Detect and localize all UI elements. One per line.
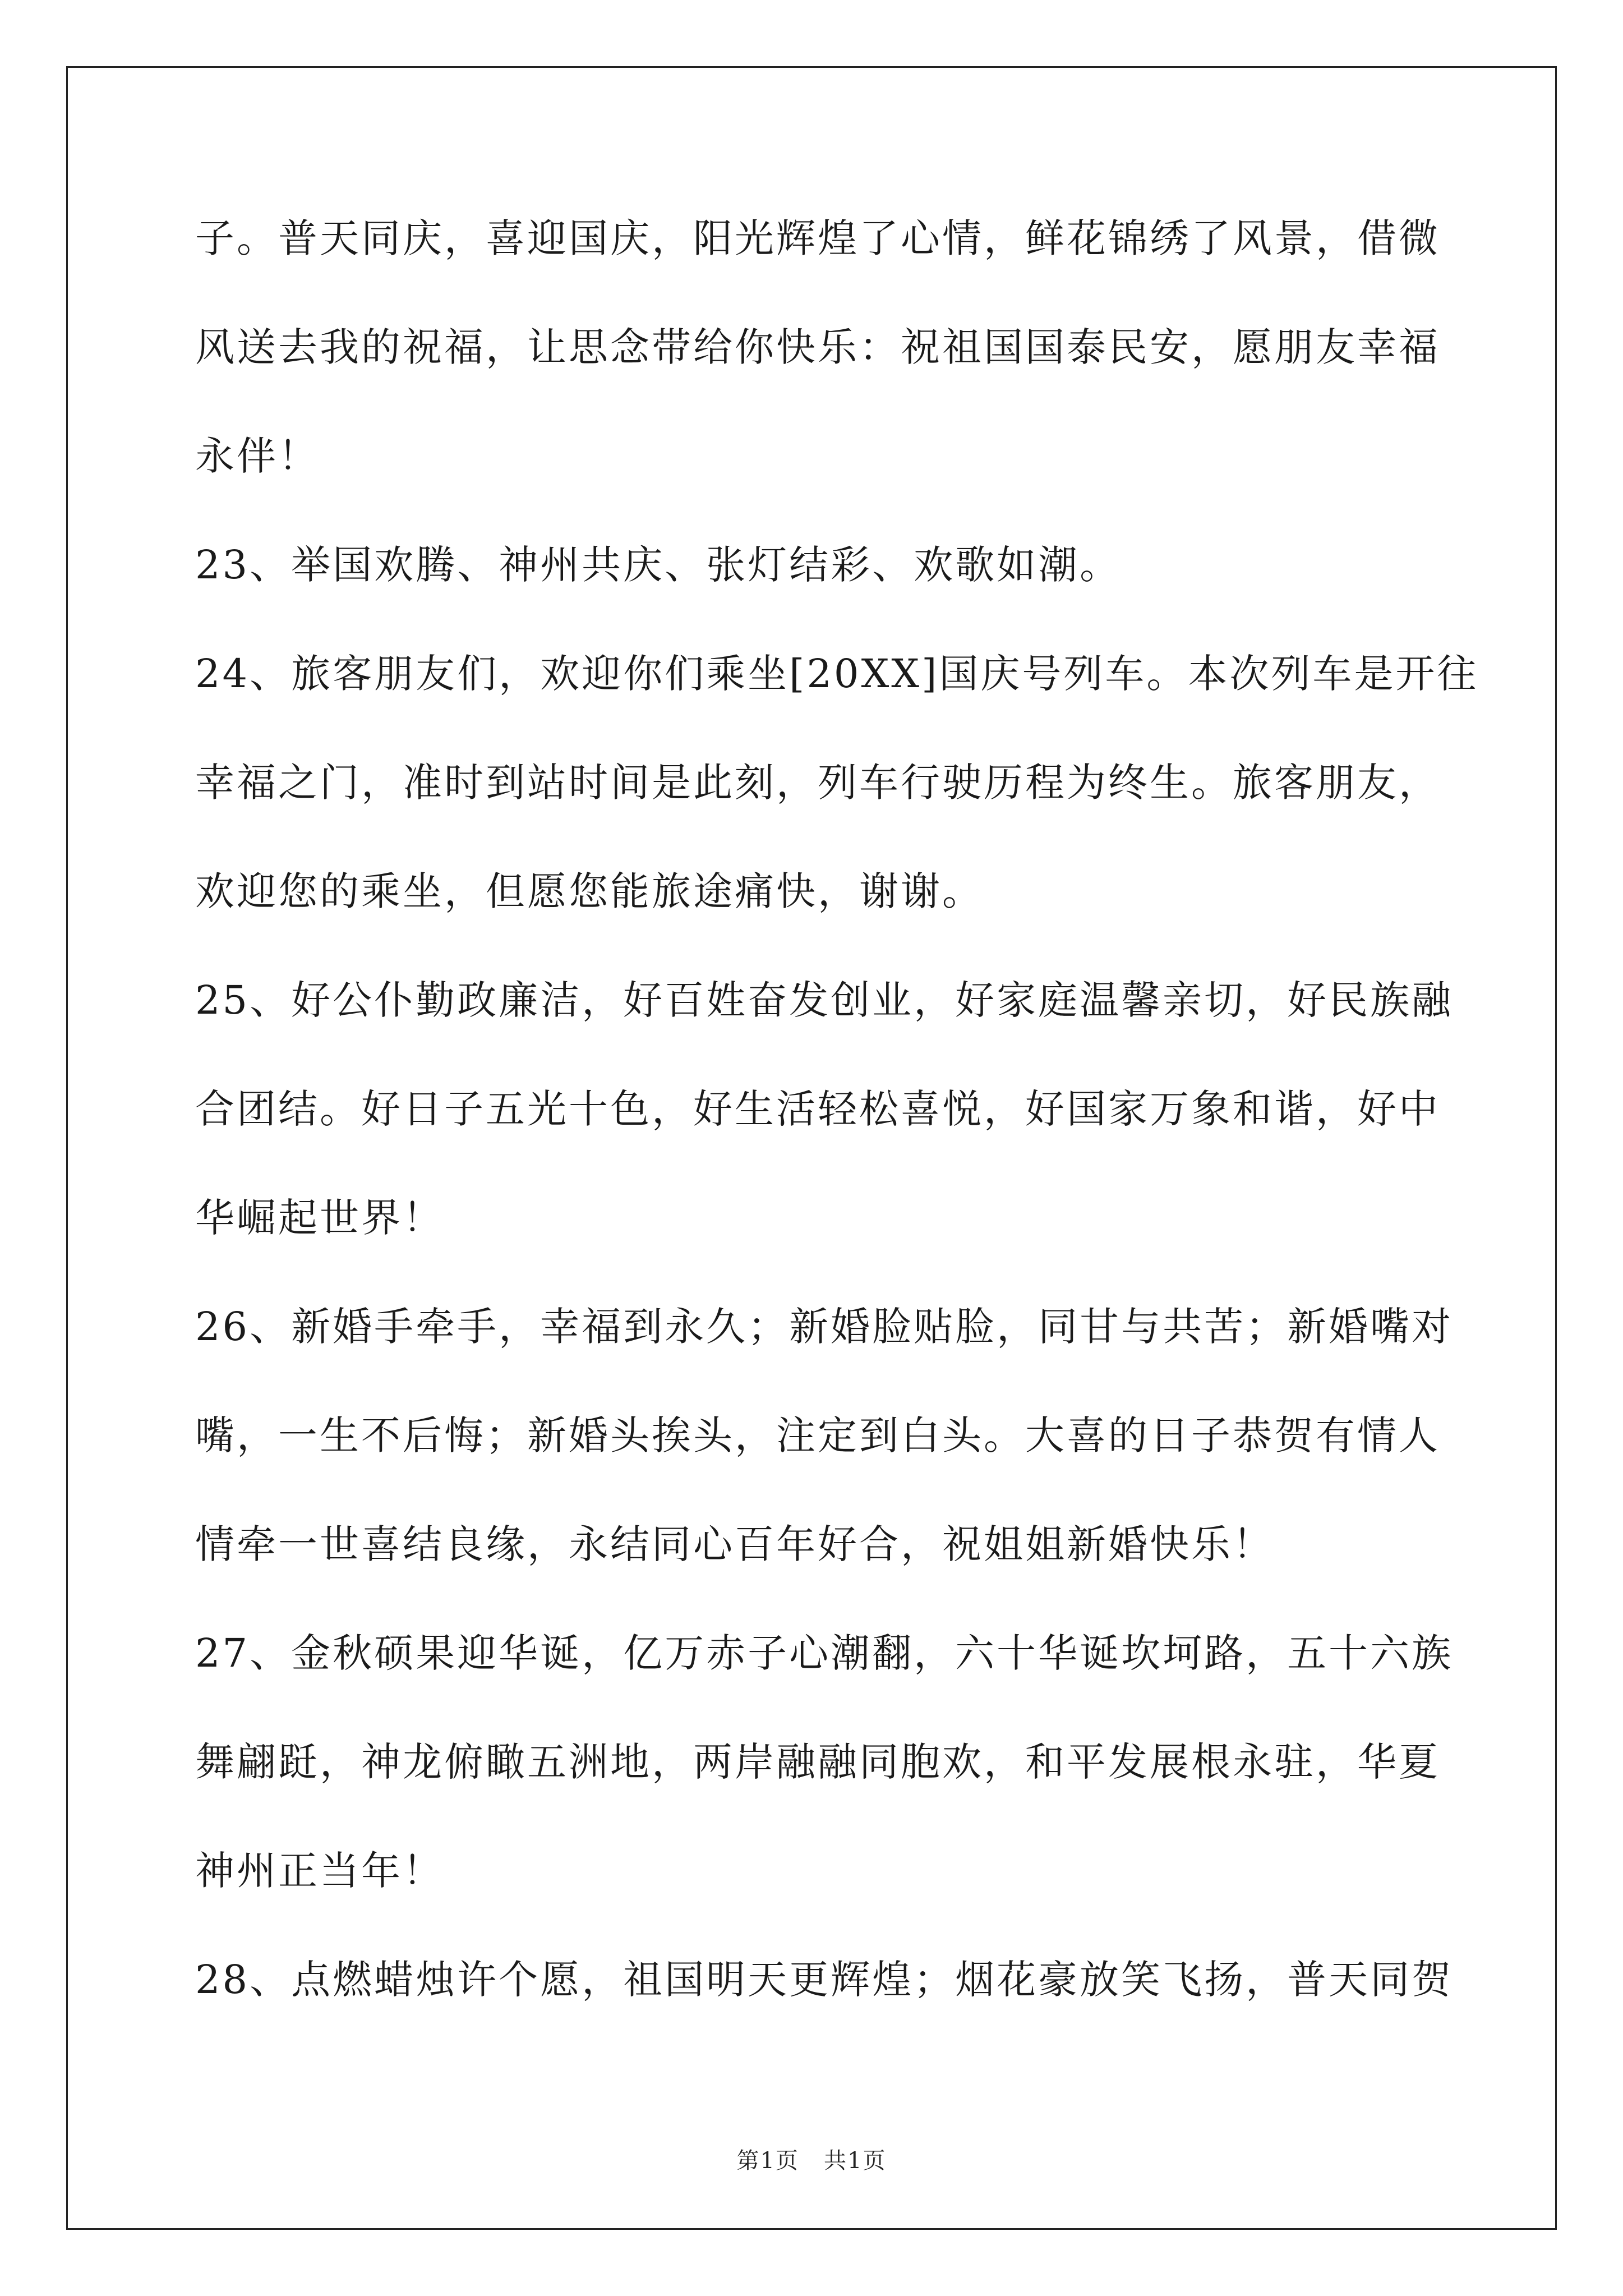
- document-body: [195, 213, 1479, 2063]
- text-line: 24、旅客朋友们，欢迎你们乘坐[20XX]国庆号列车。本次列车是开往: [195, 651, 1479, 697]
- text-line: 幸福之门，准时到站时间是此刻，列车行驶历程为终生。旅客朋友，: [195, 760, 1440, 806]
- text-line: 情牵一世喜结良缘，永结同心百年好合，祝姐姐新婚快乐！: [195, 1521, 1274, 1567]
- text-line: 合团结。好日子五光十色，好生活轻松喜悦，好国家万象和谐，好中: [195, 1086, 1440, 1132]
- text-line: 欢迎您的乘坐，但愿您能旅途痛快，谢谢。: [195, 868, 984, 914]
- text-line: 风送去我的祝福，让思念带给你快乐：祝祖国国泰民安，愿朋友幸福: [195, 324, 1440, 370]
- page-footer: 第1页 共1页: [736, 2148, 887, 2174]
- text-line: 舞翩跹，神龙俯瞰五洲地，两岸融融同胞欢，和平发展根永驻，华夏: [195, 1739, 1440, 1785]
- text-line: 神州正当年！: [195, 1848, 444, 1894]
- text-line: 23、举国欢腾、神州共庆、张灯结彩、欢歌如潮。: [195, 542, 1122, 588]
- text-line: 28、点燃蜡烛许个愿，祖国明天更辉煌；烟花豪放笑飞扬，普天同贺: [195, 1957, 1454, 2003]
- text-line: 26、新婚手牵手，幸福到永久；新婚脸贴脸，同甘与共苦；新婚嘴对: [195, 1304, 1454, 1350]
- text-line: 子。普天同庆，喜迎国庆，阳光辉煌了心情，鲜花锦绣了风景，借微: [195, 215, 1440, 261]
- text-line: 华崛起世界！: [195, 1195, 444, 1241]
- text-line: 永伴！: [195, 433, 320, 479]
- text-line: 27、金秋硕果迎华诞，亿万赤子心潮翻，六十华诞坎坷路，五十六族: [195, 1630, 1454, 1676]
- text-line: 嘴，一生不后悔；新婚头挨头，注定到白头。大喜的日子恭贺有情人: [195, 1412, 1440, 1458]
- text-line: 25、好公仆勤政廉洁，好百姓奋发创业，好家庭温馨亲切，好民族融: [195, 977, 1454, 1023]
